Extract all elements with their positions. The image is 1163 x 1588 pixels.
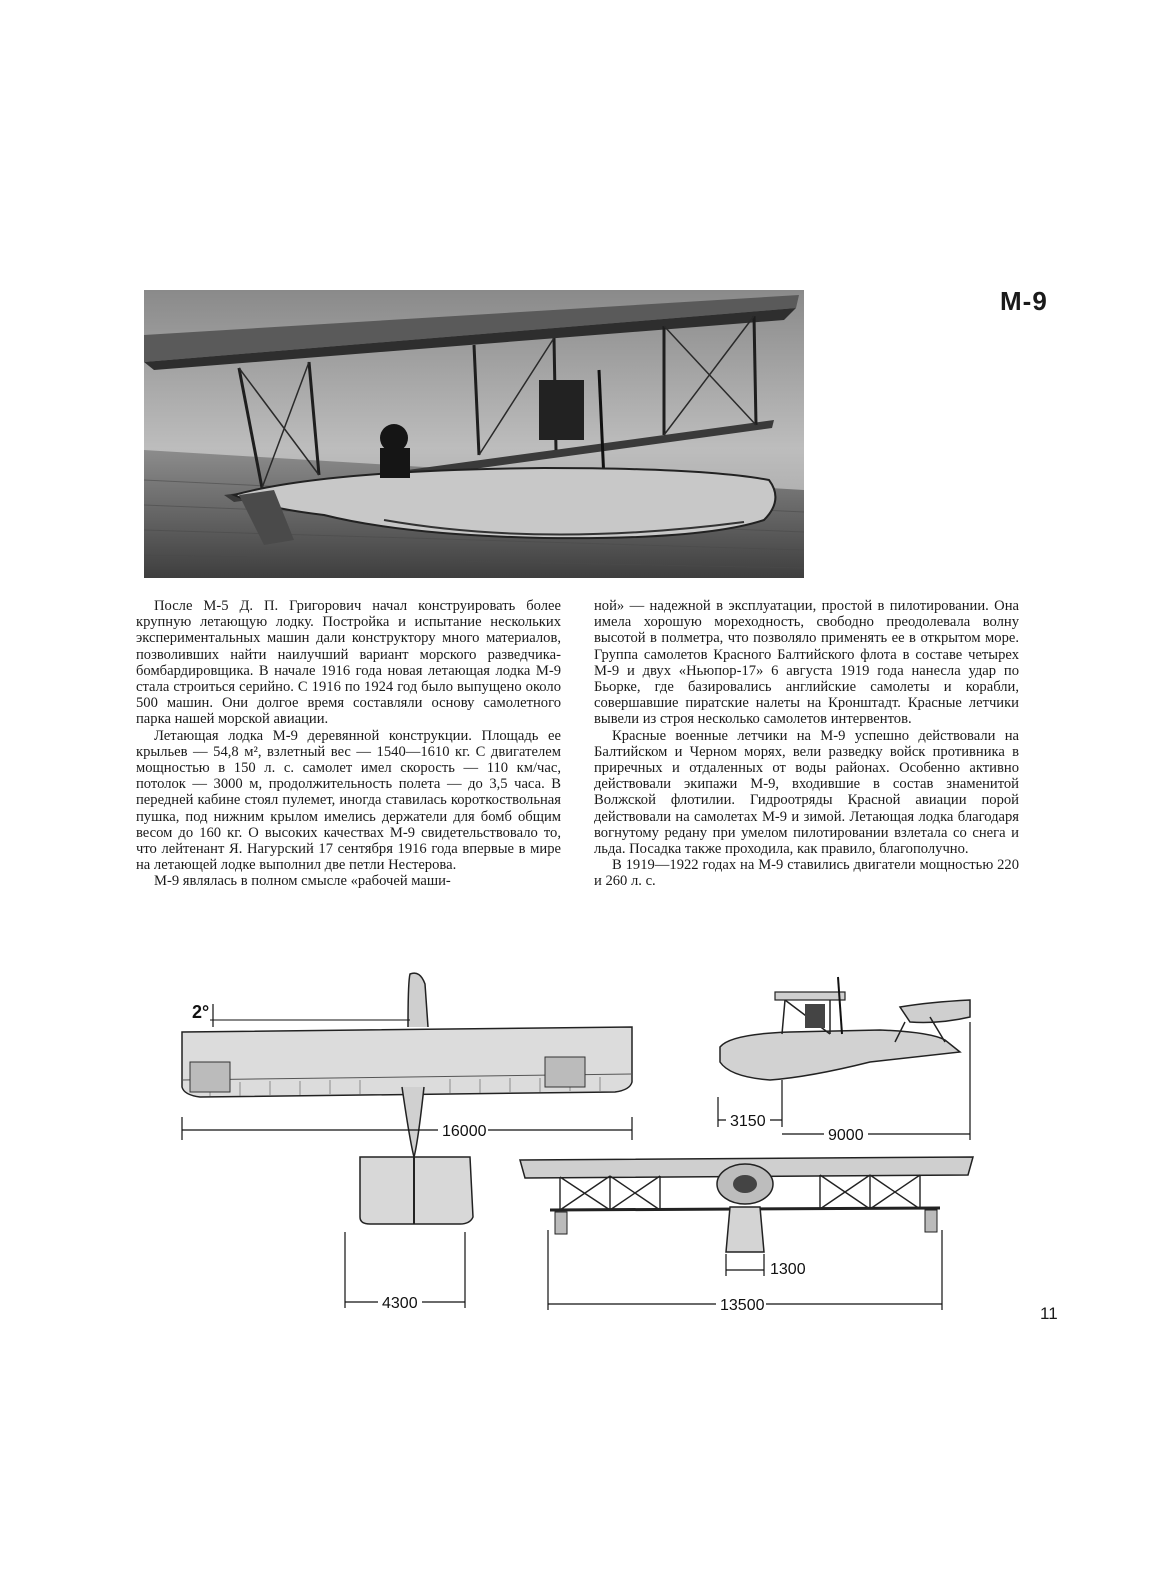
text-column-right [594, 598, 1019, 890]
side-view-drawing [718, 977, 970, 1144]
flying-boat-photo [144, 290, 804, 578]
paragraph: Красные военные летчики на М-9 успешно действовали на Балтийском и Черном морях, вели разведку войск противника в приречных и отдаленных от воды районах. Особенно активно действовали экипажи М-9, входившие в состав знаменитой Волжской флотилии. Гидроотряды Красной авиации порой действовали на самолетах М-9 и зимой. Летающая лодка благодаря вогнутому редану при умелом пилотировании взлетала со снега и льда. Посадка также проходила, как правило, благополучно. [594, 727, 1019, 858]
page-number: 11 [1040, 1304, 1058, 1323]
span-lower-label: 13500 [720, 1297, 765, 1314]
technical-drawings [170, 962, 1050, 1322]
length-label: 9000 [828, 1127, 864, 1144]
dihedral-label: 2° [192, 1002, 210, 1022]
plan-view-drawing [182, 973, 632, 1312]
span-upper-label: 16000 [442, 1123, 487, 1140]
hull-width-label: 1300 [770, 1261, 806, 1278]
paragraph: В 1919—1922 годах на М-9 ставились двигатели мощностью 220 и 260 л. с. [594, 857, 1019, 890]
paragraph: М-9 являлась в полном смысле «рабочей маши- [154, 873, 451, 890]
page-heading: М-9 [1000, 286, 1048, 316]
paragraph: Летающая лодка М-9 деревянной конструкции. Площадь ее крыльев — 54,8 м², взлетный вес — 1540—1610 кг. С двигателем мощностью в 150 л. с. самолет имел скорость — 110 км/час, потолок — 3000 м, продолжительность полета — до 3,5 часа. В передней кабине стоял пулемет, иногда ставилась короткоствольная пушка, под нижним крылом имелись держатели для бомб общим весом до 160 кг. О высоких качествах М-9 свидетельствовало то, что лейтенант Я. Нагурский 17 сентября 1916 года впервые в мире на летающей лодке выполнил две петли Нестерова. [136, 727, 561, 874]
paragraph: ной» — надежной в эксплуатации, простой в пилотировании. Она имела хорошую мореходность, свободно преодолевала волну высотой в полметра, что позволяло применять ее в открытом море. Группа самолетов Красного Балтийского флота в составе четырех М-9 и двух «Ньюпор-17» 6 августа 1919 года нанесла удар по Бьорке, где базировались английские самолеты и корабли, совершавшие пиратские налеты на Кронштадт. Красные летчики вывели из строя несколько самолетов интервентов. [594, 598, 1019, 728]
step-position-label: 3150 [730, 1113, 766, 1130]
paragraph: После М-5 Д. П. Григорович начал конструировать более крупную летающую лодку. Постройка и испытание нескольких экспериментальных машин дали конструктору много материалов, позволивших найти наилучший вариант морского разведчика-бомбардировщика. В начале 1916 года новая летающая лодка М-9 стала строиться серийно. С 1916 по 1924 год было выпущено около 500 машин. Они долгое время составляли основу самолетного парка нашей морской авиации. [136, 598, 561, 728]
text-column-left [136, 598, 561, 890]
front-view-drawing [520, 1157, 973, 1314]
tail-span-label: 4300 [382, 1295, 418, 1312]
